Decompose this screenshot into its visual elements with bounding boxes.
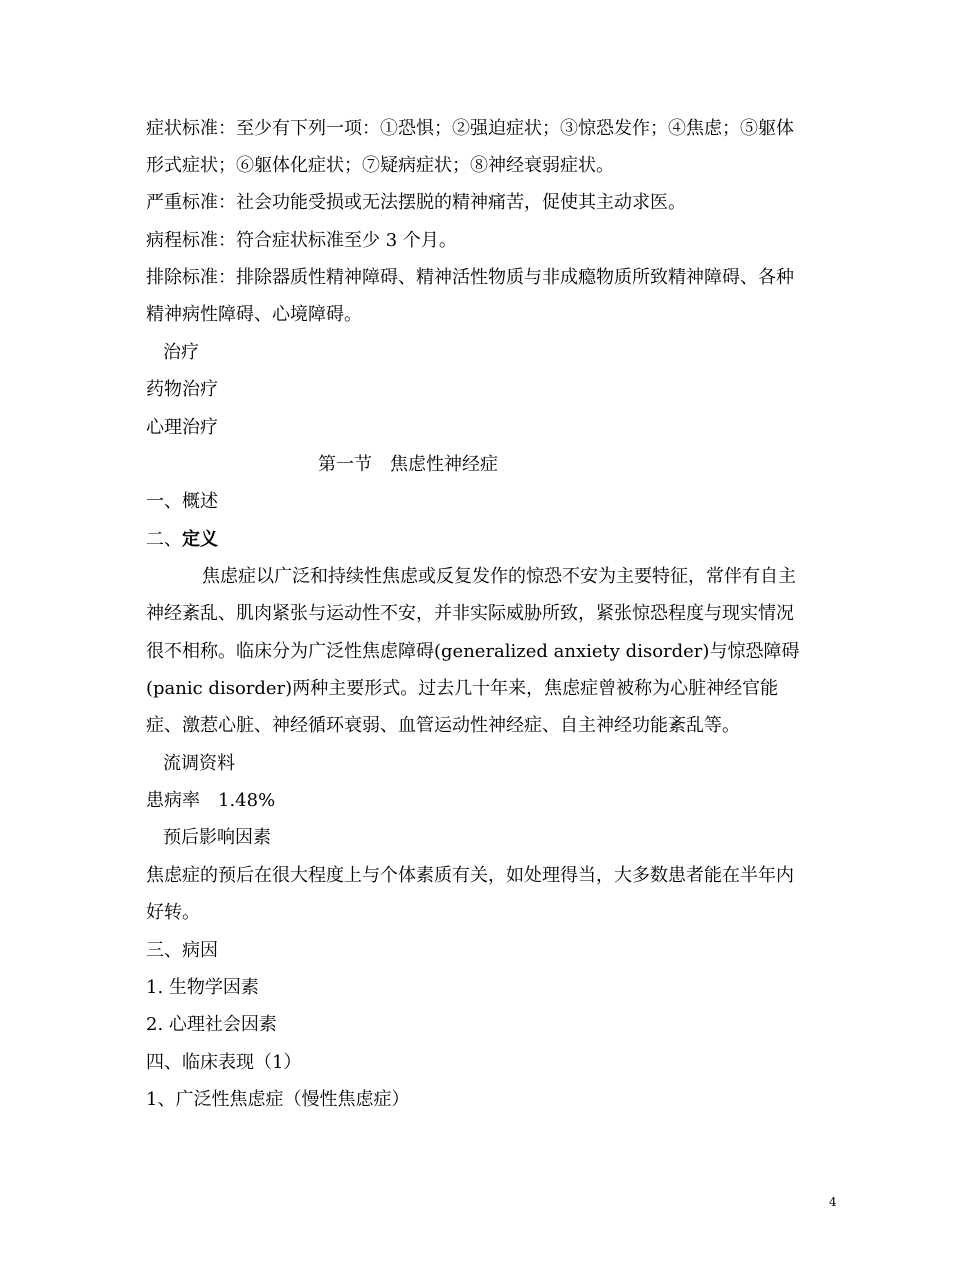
exclusion-criteria-line-1: 排除标准：排除器质性精神障碍、精神活性物质与非成瘾物质所致精神障碍、各种 — [146, 267, 794, 288]
section-title: 第一节 焦虑性神经症 — [318, 454, 498, 475]
definition-heading-bold: 定义 — [182, 529, 218, 550]
course-criteria-line: 病程标准：符合症状标准至少 3 个月。 — [146, 230, 457, 251]
epidemiology-heading: 流调资料 — [163, 753, 235, 774]
treatment-heading: 治疗 — [163, 342, 199, 363]
severity-criteria-line: 严重标准：社会功能受损或无法摆脱的精神痛苦，促使其主动求医。 — [146, 192, 686, 213]
prevalence-line: 患病率 1.48% — [146, 790, 276, 811]
definition-paragraph-line-4: (panic disorder)两种主要形式。过去几十年来，焦虑症曾被称为心脏神经官能 — [146, 678, 779, 699]
clinical-manifestations-heading: 四、临床表现（1） — [146, 1052, 302, 1073]
generalized-anxiety-item: 1、广泛性焦虑症（慢性焦虑症） — [146, 1089, 410, 1110]
definition-paragraph-line-5: 症、激惹心脏、神经循环衰弱、血管运动性神经症、自主神经功能紊乱等。 — [146, 715, 740, 736]
prognosis-heading: 预后影响因素 — [163, 827, 271, 848]
definition-heading-prefix: 二、 — [146, 529, 182, 550]
overview-heading: 一、概述 — [146, 491, 218, 512]
prognosis-line-1: 焦虑症的预后在很大程度上与个体素质有关，如处理得当，大多数患者能在半年内 — [146, 865, 794, 886]
definition-paragraph-line-1: 焦虑症以广泛和持续性焦虑或反复发作的惊恐不安为主要特征，常伴有自主 — [202, 566, 796, 587]
biological-factors-item: 1. 生物学因素 — [146, 977, 259, 998]
exclusion-criteria-line-2: 精神病性障碍、心境障碍。 — [146, 304, 362, 325]
psychotherapy-line: 心理治疗 — [146, 417, 218, 438]
prognosis-line-2: 好转。 — [146, 902, 200, 923]
symptom-criteria-line-1: 症状标准：至少有下列一项：①恐惧；②强迫症状；③惊恐发作；④焦虑；⑤躯体 — [146, 118, 794, 139]
definition-paragraph-line-2: 神经紊乱、肌肉紧张与运动性不安，并非实际威胁所致，紧张惊恐程度与现实情况 — [146, 603, 794, 624]
drug-treatment-line: 药物治疗 — [146, 379, 218, 400]
psychosocial-factors-item: 2. 心理社会因素 — [146, 1014, 277, 1035]
symptom-criteria-line-2: 形式症状；⑥躯体化症状；⑦疑病症状；⑧神经衰弱症状。 — [146, 155, 614, 176]
definition-paragraph-line-3: 很不相称。临床分为广泛性焦虑障碍(generalized anxiety disorder)与惊恐障碍 — [146, 641, 800, 662]
etiology-heading: 三、病因 — [146, 940, 218, 961]
page-number: 4 — [829, 1195, 837, 1209]
definition-heading — [146, 528, 218, 552]
